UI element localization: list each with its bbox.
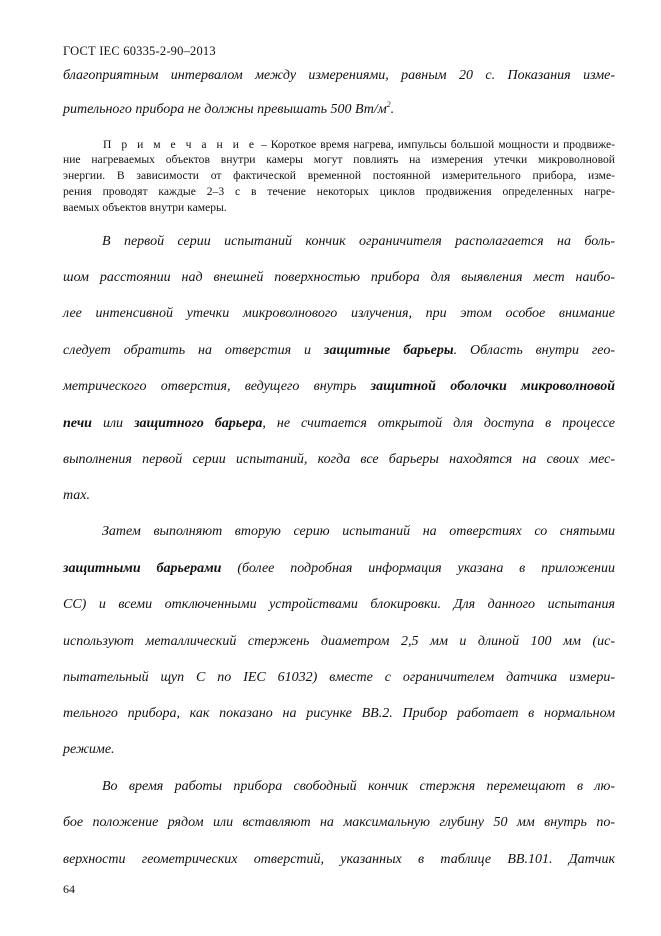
text-fragment: или xyxy=(91,416,135,431)
note-line: рения проводят каждые 2–3 с в течение некоторых циклов продвижения определенных нагре- xyxy=(63,185,615,198)
text-line: тах. xyxy=(63,488,90,503)
note-label: П р и м е ч а н и е xyxy=(103,138,258,151)
text-line: В первой серии испытаний кончик ограничителя располагается на боль- xyxy=(102,234,615,249)
note-line: энергии. В зависимости от фактической временной постоянной измерительного прибора, изме- xyxy=(63,169,615,182)
text-line: выполнения первой серии испытаний, когда все барьеры находятся на своих мес- xyxy=(63,452,615,467)
text-line: Затем выполняют вторую серию испытаний на отверстиях со снятыми xyxy=(102,524,615,539)
term-bold: защитными барьерами xyxy=(63,561,222,576)
text-fragment: следует обратить на отверстия и xyxy=(63,343,324,358)
superscript: 2 xyxy=(386,100,391,109)
note-text: – Короткое время нагрева, импульсы большой мощности и продвиже- xyxy=(257,138,615,151)
term-bold: печи xyxy=(63,416,92,431)
text-fragment: . Область внутри гео- xyxy=(453,343,615,358)
text-line xyxy=(63,102,615,118)
document-header: ГОСТ IEC 60335-2-90–2013 xyxy=(63,44,216,58)
text-fragment: метрического отверстия, ведущего внутрь xyxy=(63,379,371,394)
text-line xyxy=(63,343,615,359)
text-line: тельного прибора, как показано на рисунке ВВ.2. Прибор работает в нормальном xyxy=(63,706,615,721)
text-line: лее интенсивной утечки микроволнового излучения, при этом особое внимание xyxy=(63,306,615,321)
text-line xyxy=(63,561,615,577)
text-line: используют металлический стержень диаметром 2,5 мм и длиной 100 мм (ис- xyxy=(63,634,615,649)
note-line: ваемых объектов внутри камеры. xyxy=(63,201,227,214)
text-line: СС) и всеми отключенными устройствами блокировки. Для данного испытания xyxy=(63,597,615,612)
text-fragment: (более подробная информация указана в приложении xyxy=(221,561,616,576)
text-fragment: рительного прибора не должны превышать 500 Вт/м xyxy=(63,102,387,117)
term-bold: защитные барьеры xyxy=(323,343,454,358)
page-number: 64 xyxy=(63,882,75,896)
text-line xyxy=(63,379,615,395)
text-fragment: , не считается открытой для доступа в процессе xyxy=(262,416,616,431)
text-line xyxy=(63,416,615,432)
note-line xyxy=(103,138,615,151)
term-bold: защитного барьера xyxy=(134,416,263,431)
text-line: бое положение рядом или вставляют на максимальную глубину 50 мм внутрь по- xyxy=(63,815,615,830)
text-line: благоприятным интервалом между измерениями, равным 20 с. Показания изме- xyxy=(63,68,615,83)
note-line: ние нагреваемых объектов внутри камеры могут повлиять на измерения утечки микроволновой xyxy=(63,153,615,166)
text-line: режиме. xyxy=(63,742,115,757)
text-fragment: . xyxy=(390,102,395,117)
text-line: пытательный щуп С по IEC 61032) вместе с ограничителем датчика измери- xyxy=(63,670,615,685)
text-line: верхности геометрических отверстий, указанных в таблице ВВ.101. Датчик xyxy=(63,852,615,867)
text-line: Во время работы прибора свободный кончик стержня перемещают в лю- xyxy=(102,779,615,794)
term-bold: защитной оболочки микроволновой xyxy=(370,379,615,394)
text-line: шом расстоянии над внешней поверхностью прибора для выявления мест наибо- xyxy=(63,270,615,285)
